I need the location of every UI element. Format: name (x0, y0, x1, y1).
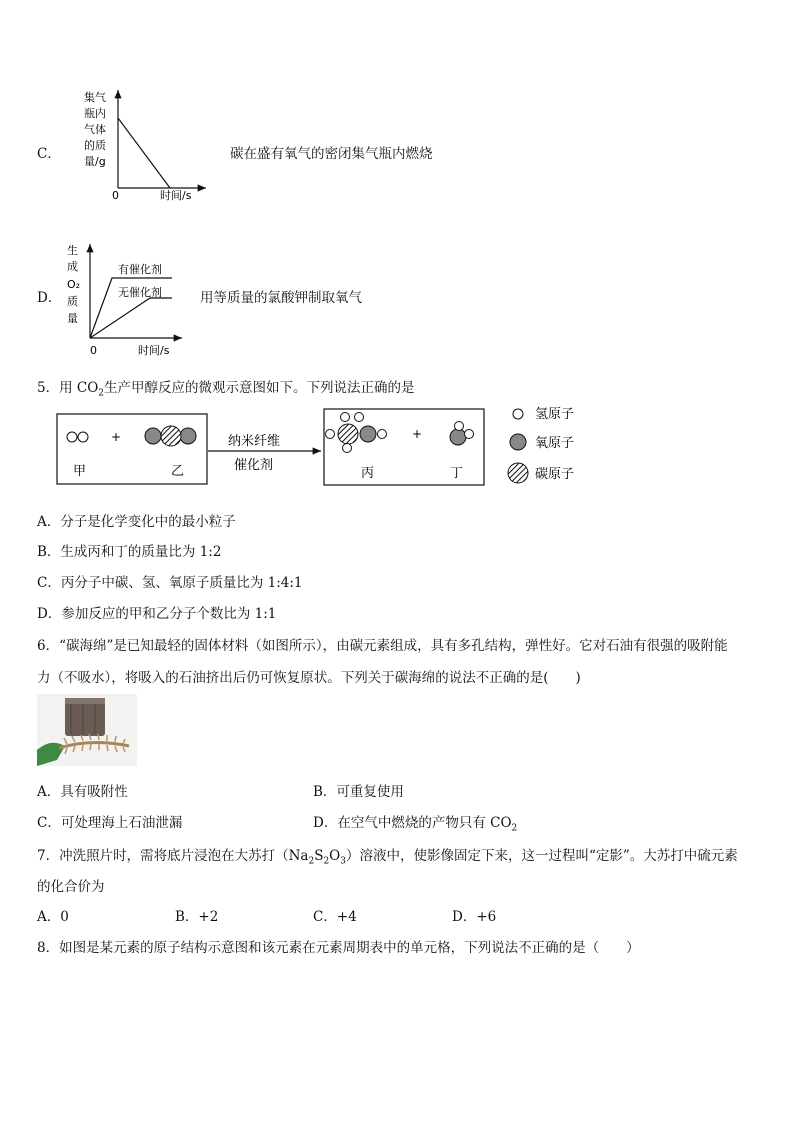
no-catalyst-label: 无催化剂 (118, 286, 162, 299)
y-label-5: 量 (67, 312, 78, 325)
q6-option-b: B．可重复使用 (313, 784, 404, 800)
hydrogen-atom-icon (326, 430, 335, 439)
product-ding: 丁 (450, 466, 464, 481)
x-label: 时间/s (138, 344, 170, 357)
q5-option-a: A．分子是化学变化中的最小粒子 (37, 514, 236, 530)
hydrogen-atom-icon (455, 422, 464, 431)
mass-line (118, 118, 170, 188)
hydrogen-atom-icon (343, 444, 352, 453)
legend-hydrogen-icon (513, 409, 523, 419)
y-label-5: 量/g (84, 155, 106, 168)
reactant-jia: 甲 (73, 464, 87, 479)
q7-stem-line-2: 的化合价为 (37, 879, 105, 895)
q6-stem-line-1: 6．“碳海绵”是已知最轻的固体材料（如图所示），由碳元素组成，具有多孔结构，弹性好。它对石油有很强的吸附能 (37, 638, 728, 654)
carbon-sponge-photo (37, 694, 137, 766)
y-label-1: 生 (67, 244, 78, 257)
oxygen-atom-icon (180, 428, 196, 444)
product-bing: 丙 (361, 466, 375, 481)
legend-carbon-icon (508, 463, 528, 483)
oxygen-atom-icon (145, 428, 161, 444)
legend-oxygen-icon (510, 434, 526, 450)
y-label-2: 成 (67, 260, 78, 273)
q7-stem-line-1: 7．冲洗照片时，需将底片浸泡在大苏打$(Na_2S_2O_3)$溶液中，使影像固定下来，这一过程叫“定影”。大苏打中硫元素 (37, 848, 738, 867)
q7-option-c: C．+4 (313, 909, 357, 925)
q6-option-a: A．具有吸附性 (37, 784, 128, 800)
catalyst-label: 有催化剂 (118, 263, 162, 276)
reactant-yi: 乙 (171, 464, 185, 479)
option-c-graph (78, 84, 218, 204)
q5-stem: 5．用 $CO_2$生产甲醇反应的微观示意图如下。下列说法正确的是 (37, 380, 415, 399)
plus-sign: + (412, 427, 423, 441)
y-label-4: 的质 (84, 139, 106, 152)
option-c-description: 碳在盛有氧气的密闭集气瓶内燃烧 (230, 146, 433, 162)
q7-option-d: D．+6 (452, 909, 497, 925)
option-c-letter: C． (37, 146, 61, 162)
q5-option-c: C．丙分子中碳、氢、氧原子质量比为 1:4:1 (37, 575, 303, 591)
legend-carbon-label: 碳原子 (535, 467, 575, 482)
hydrogen-atom-icon (67, 432, 77, 442)
origin-label: 0 (90, 344, 97, 357)
option-d-letter: D． (37, 290, 62, 306)
origin-label: 0 (112, 189, 119, 202)
q6-stem-line-2: 力（不吸水），将吸入的石油挤出后仍可恢复原状。下列关于碳海绵的说法不正确的是( ) (37, 670, 581, 686)
q8-stem: 8．如图是某元素的原子结构示意图和该元素在元素周期表中的单元格，下列说法不正确的是（ ） (37, 940, 640, 956)
x-label: 时间/s (160, 189, 192, 202)
q5-option-d: D．参加反应的甲和乙分子个数比为 1:1 (37, 606, 277, 622)
carbon-atom-icon (338, 424, 358, 444)
y-label-3: 气体 (84, 123, 106, 136)
q5-reaction-diagram (56, 405, 596, 487)
oxygen-atom-icon (360, 426, 376, 442)
hydrogen-atom-icon (78, 432, 88, 442)
option-d-description: 用等质量的氯酸钾制取氧气 (200, 290, 362, 306)
legend-oxygen-label: 氧原子 (535, 436, 575, 451)
y-label-4: 质 (67, 295, 78, 308)
oxygen-atom-icon (450, 429, 466, 445)
q5-option-b: B．生成丙和丁的质量比为 1:2 (37, 544, 222, 560)
plus-sign: + (111, 430, 122, 444)
carbon-atom-icon (161, 426, 181, 446)
hydrogen-atom-icon (378, 430, 387, 439)
q7-option-a: A．0 (37, 909, 69, 925)
option-d-graph (60, 238, 200, 360)
legend-hydrogen-label: 氢原子 (535, 407, 575, 422)
hydrogen-atom-icon (465, 430, 474, 439)
y-label-1: 集气 (84, 91, 106, 104)
hydrogen-atom-icon (355, 413, 364, 422)
condition-2: 催化剂 (234, 458, 274, 473)
condition-1: 纳米纤维 (228, 434, 281, 449)
q6-option-c: C．可处理海上石油泄漏 (37, 815, 183, 831)
y-label-3: O₂ (67, 278, 81, 291)
q7-option-b: B．+2 (175, 909, 219, 925)
y-label-2: 瓶内 (84, 107, 106, 120)
hydrogen-atom-icon (341, 413, 350, 422)
q6-option-d: D．在空气中燃烧的产物只有 $CO_2$ (313, 815, 518, 834)
